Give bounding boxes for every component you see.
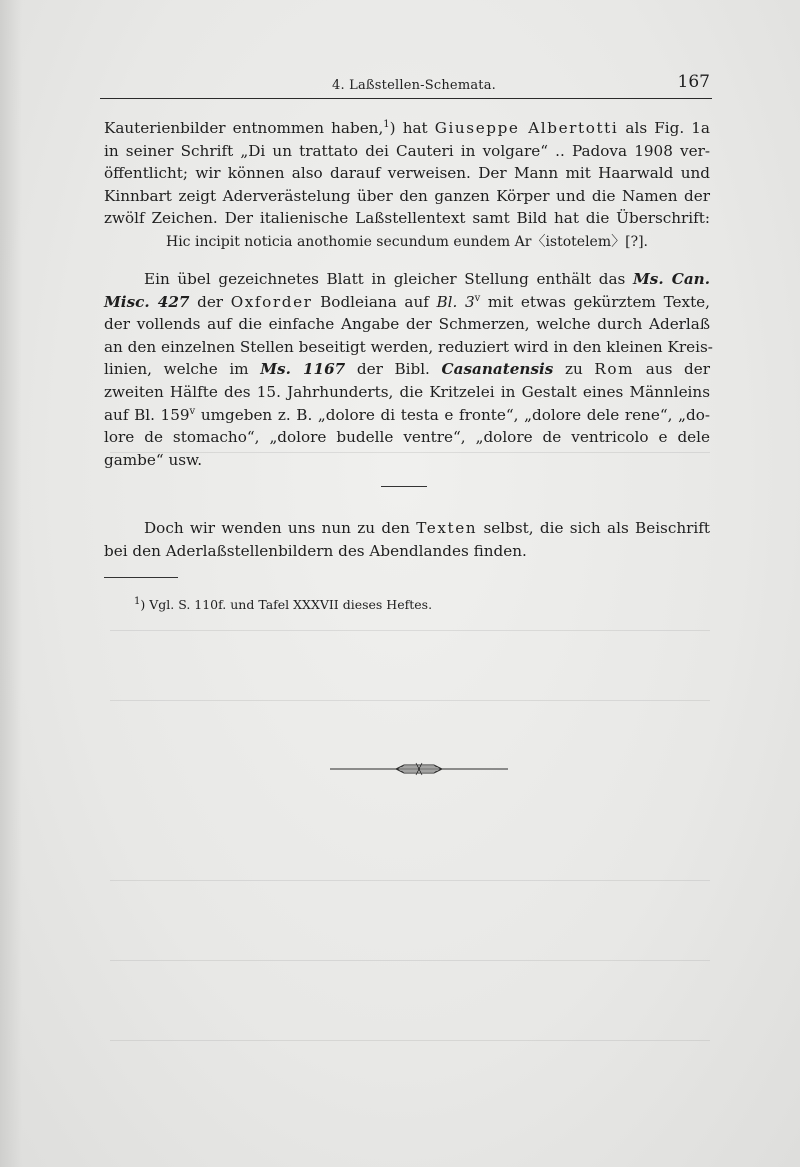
text-line: zwölf Zeichen. Der italienische Laßstellentext samt Bild hat die Überschrift: [104, 209, 710, 228]
text-line: öffentlicht; wir können also darauf verweisen. Der Mann mit Haarwald und [104, 164, 710, 183]
footnote-rule [104, 577, 178, 578]
footnote-marker: 1 [134, 595, 141, 607]
manuscript-ref: Ms. Can. [633, 270, 711, 288]
page-gutter-shadow [0, 0, 22, 1167]
incipit-quote: Hic incipit noticia anothomie secundum eundem Ar〈istotelem〉[?]. [165, 234, 648, 250]
text-line: auf Bl. 159$^v$ umgeben z. B. „dolore di testa e fronte“, „dolore dele rene“, „do- [104, 405, 710, 424]
manuscript-ref: Misc. 427 [104, 292, 190, 311]
text-line: Kauterienbilder entnommen haben,$^1$) hat Giuseppe Albertotti als Fig. 1a [104, 118, 710, 137]
text-line: bei den Aderlaßstellenbildern des Abendlandes finden. [104, 541, 527, 560]
person-name: Giuseppe Albertotti [434, 119, 619, 137]
bleed-through-line [110, 630, 710, 631]
page-header [100, 72, 712, 99]
bleed-through-line [110, 880, 710, 881]
text-line: zweiten Hälfte des 15. Jahrhunderts, die Kritzelei in Gestalt eines Männleins [104, 382, 710, 401]
text-line: Misc. 427 der Oxforder Bodleiana auf Bl. 3$^v$ mit etwas gekürztem Texte, [104, 292, 710, 311]
text-line: Ein übel gezeichnetes Blatt in gleicher Stellung enthält das Ms. Can. [144, 270, 711, 288]
bleed-through-line [110, 960, 710, 961]
text-line: an den einzelnen Stellen beseitigt werden, reduziert wird in den kleinen Kreis- [104, 337, 713, 356]
footnote: $^1$) Vgl. S. 110f. und Tafel XXXVII dieses Heftes. [134, 595, 433, 612]
end-ornament-icon [330, 760, 508, 778]
text-line: gambe“ usw. [104, 450, 203, 469]
paragraph-2 [104, 268, 713, 471]
bleed-through-line [110, 700, 710, 701]
text-line: Doch wir wenden uns nun zu den Texten selbst, die sich als Beischrift [144, 519, 710, 537]
section-divider [381, 486, 427, 487]
paragraph-1 [104, 117, 710, 230]
text-line: lore de stomacho“, „dolore budelle ventre“, „dolore de ventricolo e dele [104, 428, 710, 447]
paragraph-3 [104, 517, 710, 562]
text-line: Kinnbart zeigt Aderverästelung über den ganzen Körper und die Namen der [104, 186, 710, 205]
text-line: der vollends auf die einfache Angabe der Schmerzen, welche durch Aderlaß [104, 315, 710, 334]
page-number: 167 [677, 72, 710, 92]
text-line: in seiner Schrift „Di un trattato dei Cauteri in volgare“ .. Padova 1908 ver- [104, 141, 710, 160]
library-name: Casanatensis [441, 360, 554, 379]
text-line: linien, welche im Ms. 1167 der Bibl. Casanatensis zu Rom aus der [104, 360, 710, 379]
running-head: 4. Laßstellen-Schemata. [332, 78, 497, 93]
manuscript-ref: Ms. 1167 [260, 360, 346, 379]
bleed-through-line [110, 1040, 710, 1041]
